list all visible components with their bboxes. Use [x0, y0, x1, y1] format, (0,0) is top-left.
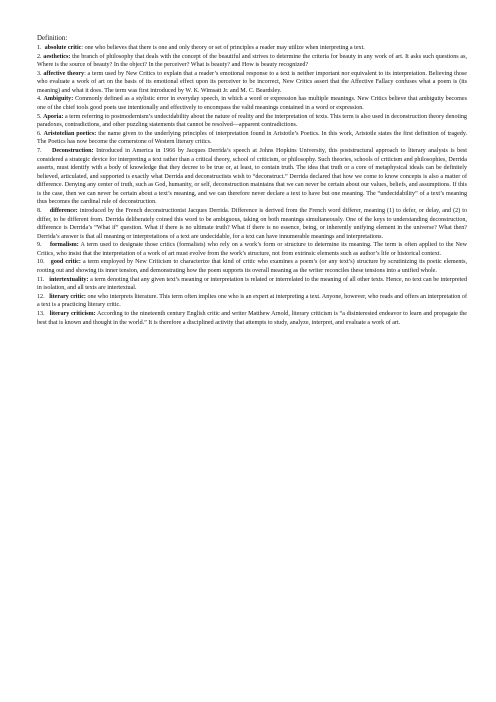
entry-number: 7. — [37, 147, 42, 154]
entry-term: Aristotelian poetics: — [43, 130, 97, 137]
entry-number: 1. — [37, 45, 42, 51]
definition-entry — [37, 276, 467, 293]
definition-entry — [37, 113, 467, 130]
definition-heading: Definition: — [37, 35, 68, 42]
entry-text: Introduced in America in 1966 by Jacques Derrida’s speech at Johns Hopkins University, this poststructural approach to literary analysis is best considered a strategic device for interpreting a text rather than a critical theory, school of criticism, or philosophy. Such theories, schools of criticism and philosophies, Derrida asserts, must identify with a body of knowledge that they decree to be true or, at least, to contain truth. The idea that truth or a core of metaphysical ideals can be definitely believed, articulated, and supported is exactly what Derrida and deconstructists wish to “deconstruct.” Derrida declared that how we come to know concepts is also a matter of difference. Denying any center of truth, such as God, humanity, or self, deconstruction maintains that we can never be certain about our values, beliefs, and assumptions. If this is the case, then we can never be certain about a text’s meaning, and we can therefore never declare a text to have but one meaning. The “undecidability” of a text’s meaning thus becomes the cardinal rule of deconstruction. — [37, 147, 467, 206]
entry-term: aesthetics: — [43, 53, 71, 60]
definition-entry — [37, 70, 467, 96]
entry-term: intertextuality: — [49, 276, 89, 283]
definition-entry — [37, 293, 467, 310]
entry-text: Commonly defined as a stylistic error in everyday speech, in which a word or expression has multiple meanings. New Critics believe that ambiguity becomes one of the chief tools good poets use intentionally and effectively to encompass the valid meanings contained in a word or expression. — [37, 96, 467, 112]
entry-term: Aporia: — [43, 113, 64, 120]
entry-number: 13. — [37, 310, 45, 317]
entry-number: 10. — [37, 259, 45, 266]
entry-number: 8. — [37, 207, 42, 214]
entry-text: a term denoting that any given text’s meaning or interpretation is related or interrelated to the meaning of all other texts. Hence, no text can be interpreted in isolation, and all texts are intertextual. — [37, 276, 468, 292]
entry-text: a term employed by New Criticism to characterize that kind of critic who examines a poem’s (or any text’s) structure by scrutinizing its poetic elements, rooting out and showing its inner tension, and demonstrating how the poem supports its overall meaning as the writer reconciles these tensions into a unified whole. — [37, 259, 467, 275]
entry-number: 6. — [37, 130, 42, 137]
entry-text: one who interprets literature. This term often implies one who is an expert at interpreting a text. Anyone, however, who reads and offers an interpretation of a text is a practicing literary critic. — [37, 293, 467, 309]
entry-number: 4. — [37, 96, 42, 103]
entry-term: absolute critic — [44, 45, 82, 51]
entry-text: According to the nineteenth century English critic and writer Matthew Arnold, literary criticism is “a disinterested endeavor to learn and propagate the best that is known and thought in the world.” It is therefore a disciplined activity that attempts to study, analyze, interpret, and evaluate a work of art. — [37, 310, 467, 326]
definition-entry — [37, 207, 467, 241]
entry-term: Ambiguity: — [43, 96, 74, 103]
entry-term: formalism: — [49, 242, 79, 249]
entry-text: A term used to designate those critics (formalists) who rely on a work’s form or structure to determine its meaning. The term is often applied to the New Critics, who insist that the interpretation of a work of art must evolve from the work’s structure, not from extrinsic elements such as author’s life or historical context. — [37, 242, 467, 257]
entry-number: 5. — [37, 113, 42, 120]
entry-term: difference: — [49, 207, 78, 214]
entry-term: literary criticism: — [49, 310, 96, 317]
entry-number: 11. — [37, 276, 45, 283]
definition-entry — [37, 310, 467, 327]
entry-term: affective theory — [43, 70, 85, 77]
definition-entry — [37, 53, 467, 70]
entry-text: : a term used by New Critics to explain that a reader’s emotional response to a text is neither important nor equivalent to its interpretation. Believing those who evaluate a work of art on the basis of its emotional effect upon its perceiver to be incorrect, New Critics assert that the Affective Fallacy confuses what a poem is (its meaning) and what it does. The term was first introduced by W. K. Wimsatt Jr. and M. C. Beardsley. — [37, 70, 468, 94]
definition-entry — [37, 95, 467, 112]
entry-number: 12. — [37, 293, 45, 300]
definition-entry — [37, 241, 467, 258]
entry-text: the name given to the underlying principles of interpretation found in Aristotle’s Poetics. In this work, Aristotle states the first definition of tragedy. The Poetics has now become the cornerstone of Western literary critics. — [37, 130, 467, 146]
entry-number: 9. — [37, 242, 42, 249]
entry-text: introduced by the French deconstructionist Jacques Derrida. Difference is derived from the French word differer, meaning (1) to defer, or delay, and (2) to differ, to be different from. Derrida deliberately coined this word to be ambiguous, taking on both meanings simultaneously. One of the keys to understanding deconstruction, difference is Derrida’s “What if” question. What if there is no ultimate truth? What if there is no essence, being, or inherently unifying element in the universe? What then? Derrida’s answer is that all meaning or interpretations of a text are undecidable, for a text can have innumerable meanings and interpretations. — [37, 207, 467, 240]
entry-text: a term referring to postmodernism’s undecidability about the nature of reality and the interpretation of texts. This term is also used in deconstruction theory denoting paradoxes, contradictions, and other puzzling statements that cannot be resolved—apparent contradictions. — [37, 113, 467, 129]
entry-number: 2. — [37, 53, 42, 60]
definition-entry — [37, 130, 467, 147]
entry-term: literary critic: — [49, 293, 86, 300]
entry-term: Deconstruction: — [51, 147, 94, 154]
definition-entry — [37, 258, 467, 275]
entry-term: good critic: — [50, 259, 81, 266]
entry-text: : one who believes that there is one and only theory or set of principles a reader may utilize when interpreting a text. — [81, 45, 365, 51]
entry-text: the branch of philosophy that deals with the concept of the beautiful and strives to determine the criteria for beauty in any work of art. It asks such questions as, Where is the source of beauty? In the object? In the perceiver? What is beauty? and How is beauty recognized? — [37, 53, 467, 69]
entry-number: 3. — [37, 70, 42, 77]
definition-entry — [37, 147, 467, 207]
definition-entry — [37, 44, 467, 53]
